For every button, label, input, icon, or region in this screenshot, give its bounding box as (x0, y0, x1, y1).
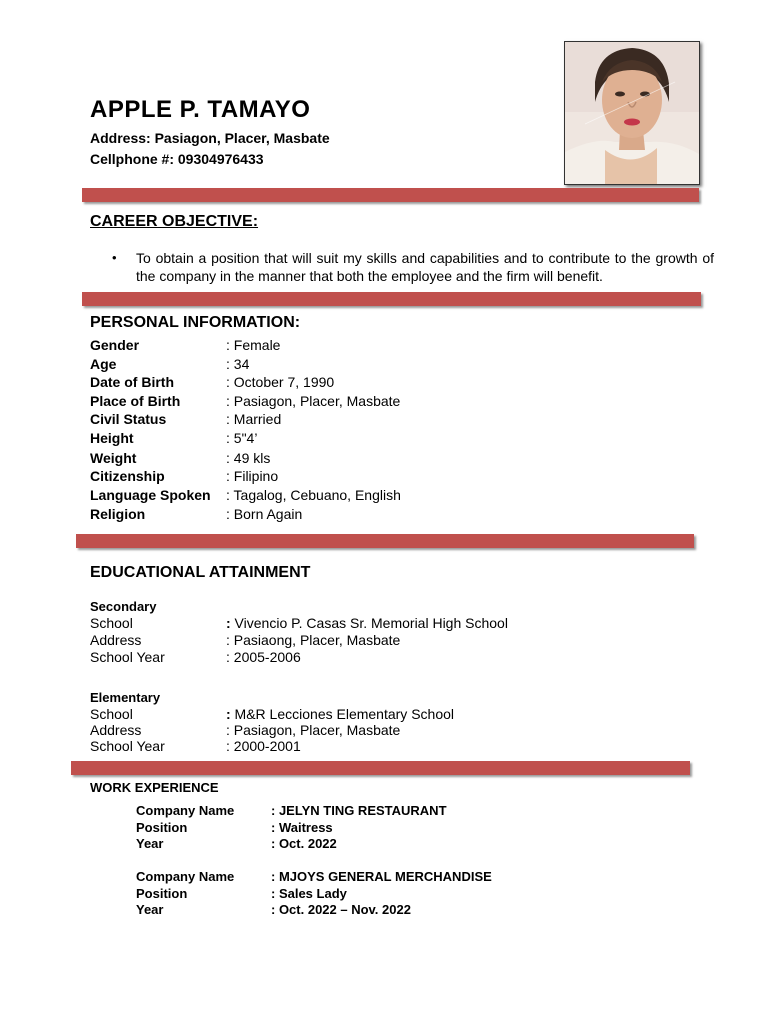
personal-info-value: : 34 (226, 356, 250, 372)
education-value: : 2000-2001 (226, 738, 301, 754)
education-colon: : (226, 615, 231, 631)
work-label: Company Name (136, 869, 235, 884)
education-value (226, 615, 508, 631)
personal-info-label: Civil Status (90, 411, 167, 427)
education-label: School (90, 706, 133, 722)
education-heading: EDUCATIONAL ATTAINMENT (90, 564, 311, 581)
personal-info-value: : Born Again (226, 506, 303, 522)
work-value: : JELYN TING RESTAURANT (271, 803, 447, 818)
elementary-title: Elementary (90, 690, 161, 705)
personal-info-label: Weight (90, 450, 137, 466)
work-label: Position (136, 820, 188, 835)
education-value: : Pasiagon, Placer, Masbate (226, 722, 401, 738)
education-label: School (90, 615, 133, 631)
personal-info-value: : Female (226, 337, 281, 353)
personal-info-label: Date of Birth (90, 374, 174, 390)
education-value: : Pasiaong, Placer, Masbate (226, 632, 401, 648)
applicant-name: APPLE P. TAMAYO (90, 96, 311, 123)
portrait-image (565, 42, 699, 184)
address-line: Address: Pasiagon, Placer, Masbate (90, 130, 330, 146)
personal-info-label: Gender (90, 337, 140, 353)
education-label: School Year (90, 649, 165, 665)
personal-info-label: Religion (90, 506, 146, 522)
work-label: Position (136, 886, 188, 901)
work-label: Company Name (136, 803, 235, 818)
personal-info-value: : Filipino (226, 468, 279, 484)
education-label: Address (90, 632, 142, 648)
secondary-title: Secondary (90, 599, 157, 614)
personal-info-value: : 5"4’ (226, 430, 258, 446)
personal-info-value: : Tagalog, Cebuano, English (226, 487, 401, 503)
personal-info-label: Age (90, 356, 117, 372)
personal-info-label: Language Spoken (90, 487, 211, 503)
section-divider-bar (82, 292, 701, 306)
applicant-photo (564, 41, 700, 185)
career-objective-text: To obtain a position that will suit my skills and capabilities and to contribute to the growth of the company in the manner that both the employee and the firm will benefit. (136, 250, 714, 284)
work-label: Year (136, 902, 164, 917)
section-divider-bar (82, 188, 699, 202)
education-value: : 2005-2006 (226, 649, 301, 665)
education-colon: : (226, 706, 231, 722)
personal-info-value: : 49 kls (226, 450, 271, 466)
education-value-text: M&R Lecciones Elementary School (230, 706, 454, 722)
personal-info-label: Height (90, 430, 134, 446)
personal-info-heading: PERSONAL INFORMATION: (90, 314, 301, 331)
work-label: Year (136, 836, 164, 851)
work-value: : Oct. 2022 (271, 836, 337, 851)
section-divider-bar (76, 534, 694, 548)
personal-info-value: : Married (226, 411, 282, 427)
personal-info-label: Place of Birth (90, 393, 181, 409)
section-divider-bar (71, 761, 690, 775)
education-label: Address (90, 722, 142, 738)
work-value: : Sales Lady (271, 886, 347, 901)
career-objective-heading: CAREER OBJECTIVE: (90, 213, 259, 230)
cellphone-line: Cellphone #: 09304976433 (90, 151, 264, 167)
education-value (226, 706, 454, 722)
work-value: : MJOYS GENERAL MERCHANDISE (271, 869, 492, 884)
personal-info-label: Citizenship (90, 468, 165, 484)
work-value: : Waitress (271, 820, 333, 835)
work-value: : Oct. 2022 – Nov. 2022 (271, 902, 411, 917)
personal-info-value: : Pasiagon, Placer, Masbate (226, 393, 401, 409)
education-value-text: Vivencio P. Casas Sr. Memorial High School (230, 615, 508, 631)
education-label: School Year (90, 738, 165, 754)
work-experience-heading: WORK EXPERIENCE (90, 780, 219, 795)
bullet-point: • (112, 250, 117, 265)
personal-info-value: : October 7, 1990 (226, 374, 335, 390)
